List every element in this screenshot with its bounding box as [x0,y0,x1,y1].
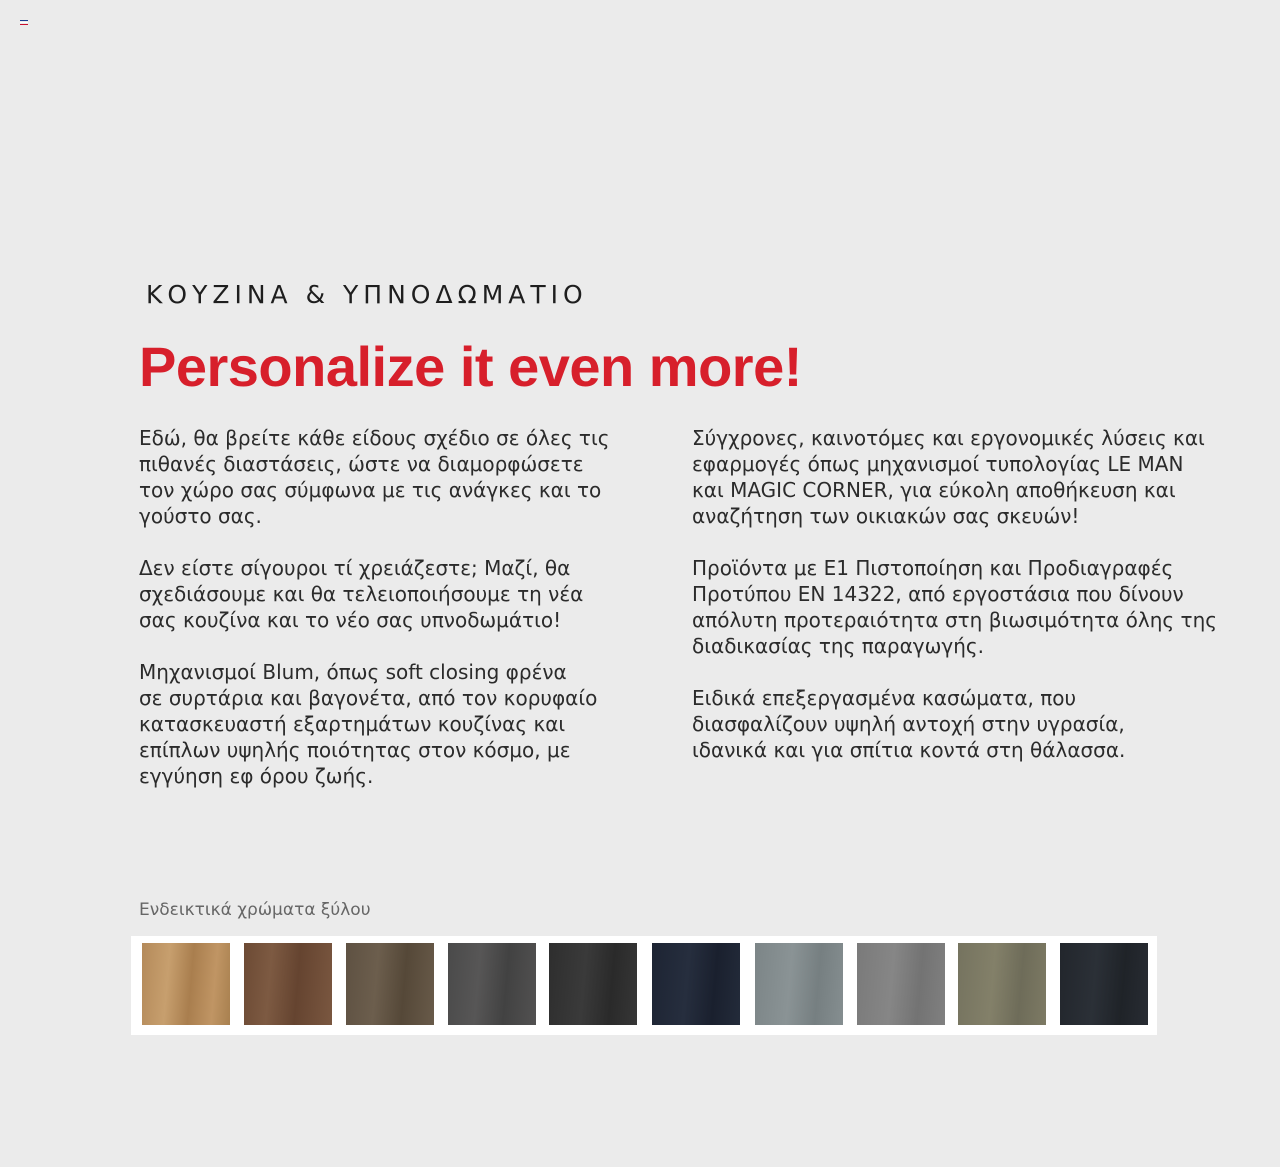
wood-swatch-natural-oak [142,943,230,1025]
wood-swatch-concrete-grey [857,943,945,1025]
right-text-column [692,425,1232,789]
wood-swatch-smoked-oak [346,943,434,1025]
wood-swatch-grey-oak [448,943,536,1025]
wood-swatch-slate-grey [755,943,843,1025]
swatch-caption: Ενδεικτικά χρώματα ξύλου [139,900,371,920]
section-eyebrow: ΚΟΥΖΙΝΑ & ΥΠΝΟΔΩΜΑΤΙΟ [146,280,588,309]
wood-swatch-navy [652,943,740,1025]
paragraph-blum: Μηχανισμοί Blum, όπως soft closing φρένα σε συρτάρια και βαγονέτα, από τον κορυφαίο κατασκευαστή εξαρτημάτων κουζίνας και επίπλων υψηλής ποιότητας στον κόσμο, με εγγύηση εφ όρου ζωής. [139,660,598,788]
wood-swatch-black [1060,943,1148,1025]
paragraph-designs: Εδώ, θα βρείτε κάθε είδους σχέδιο σε όλες τις πιθανές διαστάσεις, ώστε να διαμορφώσετε τον χώρο σας σύμφωνα με τις ανάγκες και το γούστο σας. [139,426,610,528]
wood-swatch-olive [958,943,1046,1025]
flag-icon [20,20,28,27]
paragraph-solutions: Σύγχρονες, καινοτόμες και εργονομικές λύσεις και εφαρμογές όπως μηχανισμοί τυπολογίας LE MAN και MAGIC CORNER, για εύκολη αποθήκευση και αναζήτηση των οικιακών σας σκευών! [692,426,1205,528]
wood-swatch-walnut [244,943,332,1025]
paragraph-design-together: Δεν είστε σίγουροι τί χρειάζεστε; Μαζί, θα σχεδιάσουμε και θα τελειοποιήσουμε τη νέα σας κουζίνα και το νέο σας υπνοδωμάτιο! [139,556,584,632]
page-headline: Personalize it even more! [139,335,802,398]
left-text-column [139,425,639,815]
wood-swatch-charcoal [549,943,637,1025]
wood-swatch-strip [131,936,1157,1035]
paragraph-certification: Προϊόντα με Ε1 Πιστοποίηση και Προδιαγραφές Προτύπου EN 14322, από εργοστάσια που δίνουν απόλυτη προτεραιότητα στη βιωσιμότητα όλης της διαδικασίας της παραγωγής. [692,556,1217,658]
paragraph-moisture: Ειδικά επεξεργασμένα κασώματα, που διασφαλίζουν υψηλή αντοχή στην υγρασία, ιδανικά και για σπίτια κοντά στη θάλασσα. [692,686,1126,762]
